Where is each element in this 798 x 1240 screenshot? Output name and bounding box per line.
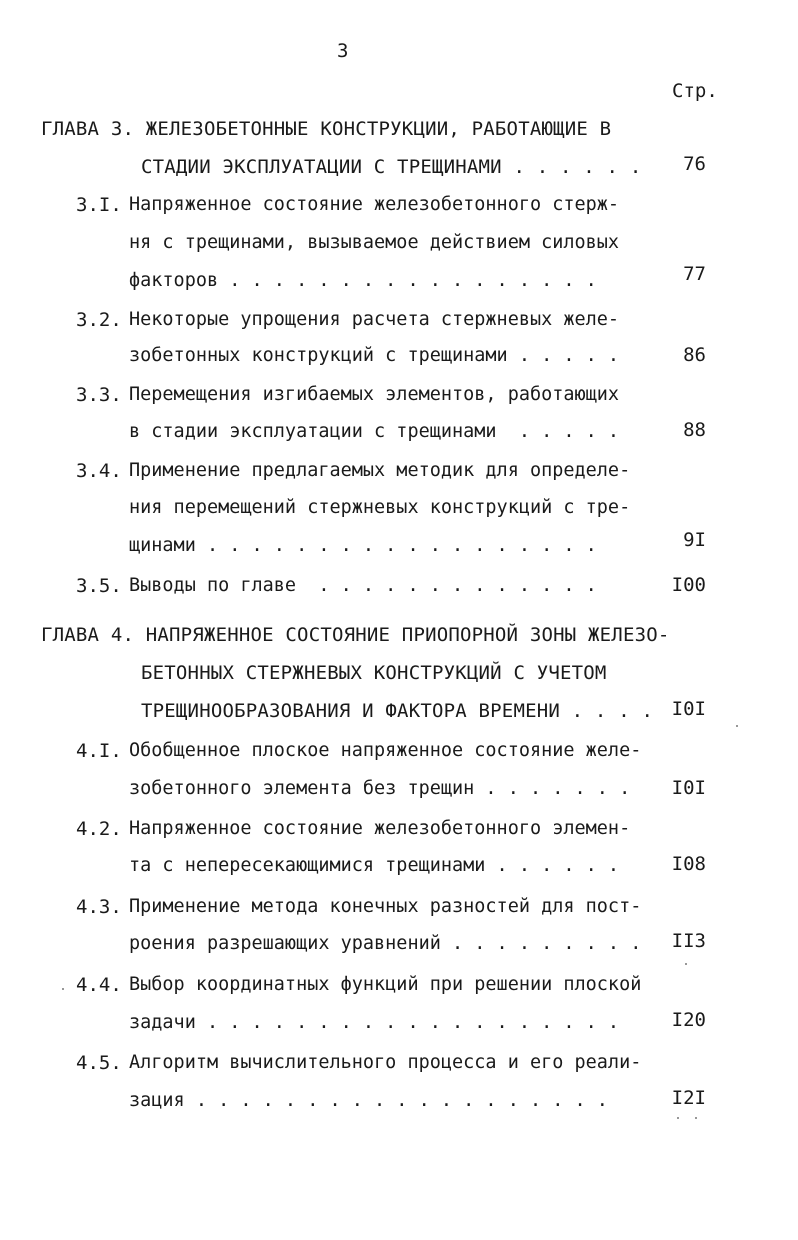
section-title-line: Обобщенное плоское напряженное состояние желе- <box>129 740 642 761</box>
section-title-line: ния перемещений стержневых конструкций с тре- <box>129 497 631 518</box>
page-ref: I08 <box>671 853 706 875</box>
section-title-line: зобетонных конструкций с трещинами . . . . . <box>129 345 620 366</box>
page-ref: I2I <box>671 1087 706 1109</box>
page-ref: 88 <box>683 419 706 441</box>
page-ref: II3 <box>671 930 706 952</box>
section-title-line: Выбор координатных функций при решении плоской <box>129 974 642 995</box>
section-number: 4.4. <box>76 974 122 996</box>
section-title-line: Выводы по главе . . . . . . . . . . . . . <box>129 575 597 596</box>
chapter-heading: ГЛАВА 3. ЖЕЛЕЗОБЕТОННЫЕ КОНСТРУКЦИИ, РАБОТАЮЩИЕ В <box>41 118 612 140</box>
page-ref: I00 <box>671 574 706 596</box>
chapter-heading: СТАДИИ ЭКСПЛУАТАЦИИ С ТРЕЩИНАМИ . . . . . . <box>141 156 642 178</box>
section-title-line: Алгоритм вычислительного процесса и его реали- <box>129 1052 642 1073</box>
section-title-line: ня с трещинами, вызываемое действием силовых <box>129 232 620 253</box>
chapter-heading: БЕТОННЫХ СТЕРЖНЕВЫХ КОНСТРУКЦИЙ С УЧЕТОМ <box>141 662 607 684</box>
section-title-line: щинами . . . . . . . . . . . . . . . . . . <box>129 535 597 556</box>
section-number: 4.2. <box>76 818 122 840</box>
chapter-heading: ТРЕЩИНООБРАЗОВАНИЯ И ФАКТОРА ВРЕМЕНИ . . . . <box>141 700 654 722</box>
section-number: 3.I. <box>76 194 122 216</box>
section-title-line: Напряженное состояние железобетонного стерж- <box>129 194 620 215</box>
section-title-line: Напряженное состояние железобетонного элемен- <box>129 818 631 839</box>
section-title-line: зация . . . . . . . . . . . . . . . . . . . <box>129 1090 608 1111</box>
section-number: 4.5. <box>76 1052 122 1074</box>
section-title-line: зобетонного элемента без трещин . . . . . . . <box>129 778 631 799</box>
section-title-line: факторов . . . . . . . . . . . . . . . . . <box>129 270 597 291</box>
section-title-line: Перемещения изгибаемых элементов, работающих <box>129 384 620 405</box>
page-ref: 77 <box>683 263 706 285</box>
scan-speck <box>685 963 687 965</box>
page-number: 3 <box>337 40 349 62</box>
page-ref: I0I <box>671 777 706 799</box>
section-number: 4.I. <box>76 740 122 762</box>
section-title-line: Применение предлагаемых методик для определе- <box>129 460 631 481</box>
section-title-line: та с непересекающимися трещинами . . . . . . <box>129 855 620 876</box>
section-title-line: Применение метода конечных разностей для пост- <box>129 896 642 917</box>
page-ref: 9I <box>683 529 706 551</box>
chapter-heading: ГЛАВА 4. НАПРЯЖЕННОЕ СОСТОЯНИЕ ПРИОПОРНОЙ ЗОНЫ ЖЕЛЕЗО- <box>41 624 670 646</box>
scan-speck <box>677 1117 679 1119</box>
section-number: 3.2. <box>76 309 122 331</box>
section-number: 3.5. <box>76 575 122 597</box>
scan-speck <box>62 988 64 990</box>
page-ref: I0I <box>671 698 706 720</box>
section-title-line: в стадии эксплуатации с трещинами . . . . . <box>129 421 620 442</box>
section-number: 4.3. <box>76 896 122 918</box>
page-ref: I20 <box>671 1009 706 1031</box>
section-title-line: Некоторые упрощения расчета стержневых желе- <box>129 309 620 330</box>
scan-speck <box>695 1117 697 1119</box>
scan-speck <box>736 725 738 727</box>
section-number: 3.4. <box>76 460 122 482</box>
pages-column-header: Стр. <box>672 80 718 102</box>
section-title-line: задачи . . . . . . . . . . . . . . . . . . . <box>129 1012 620 1033</box>
section-title-line: роения разрешающих уравнений . . . . . . . . . <box>129 933 642 954</box>
page-ref: 76 <box>683 153 706 175</box>
section-number: 3.3. <box>76 384 122 406</box>
page-ref: 86 <box>683 344 706 366</box>
